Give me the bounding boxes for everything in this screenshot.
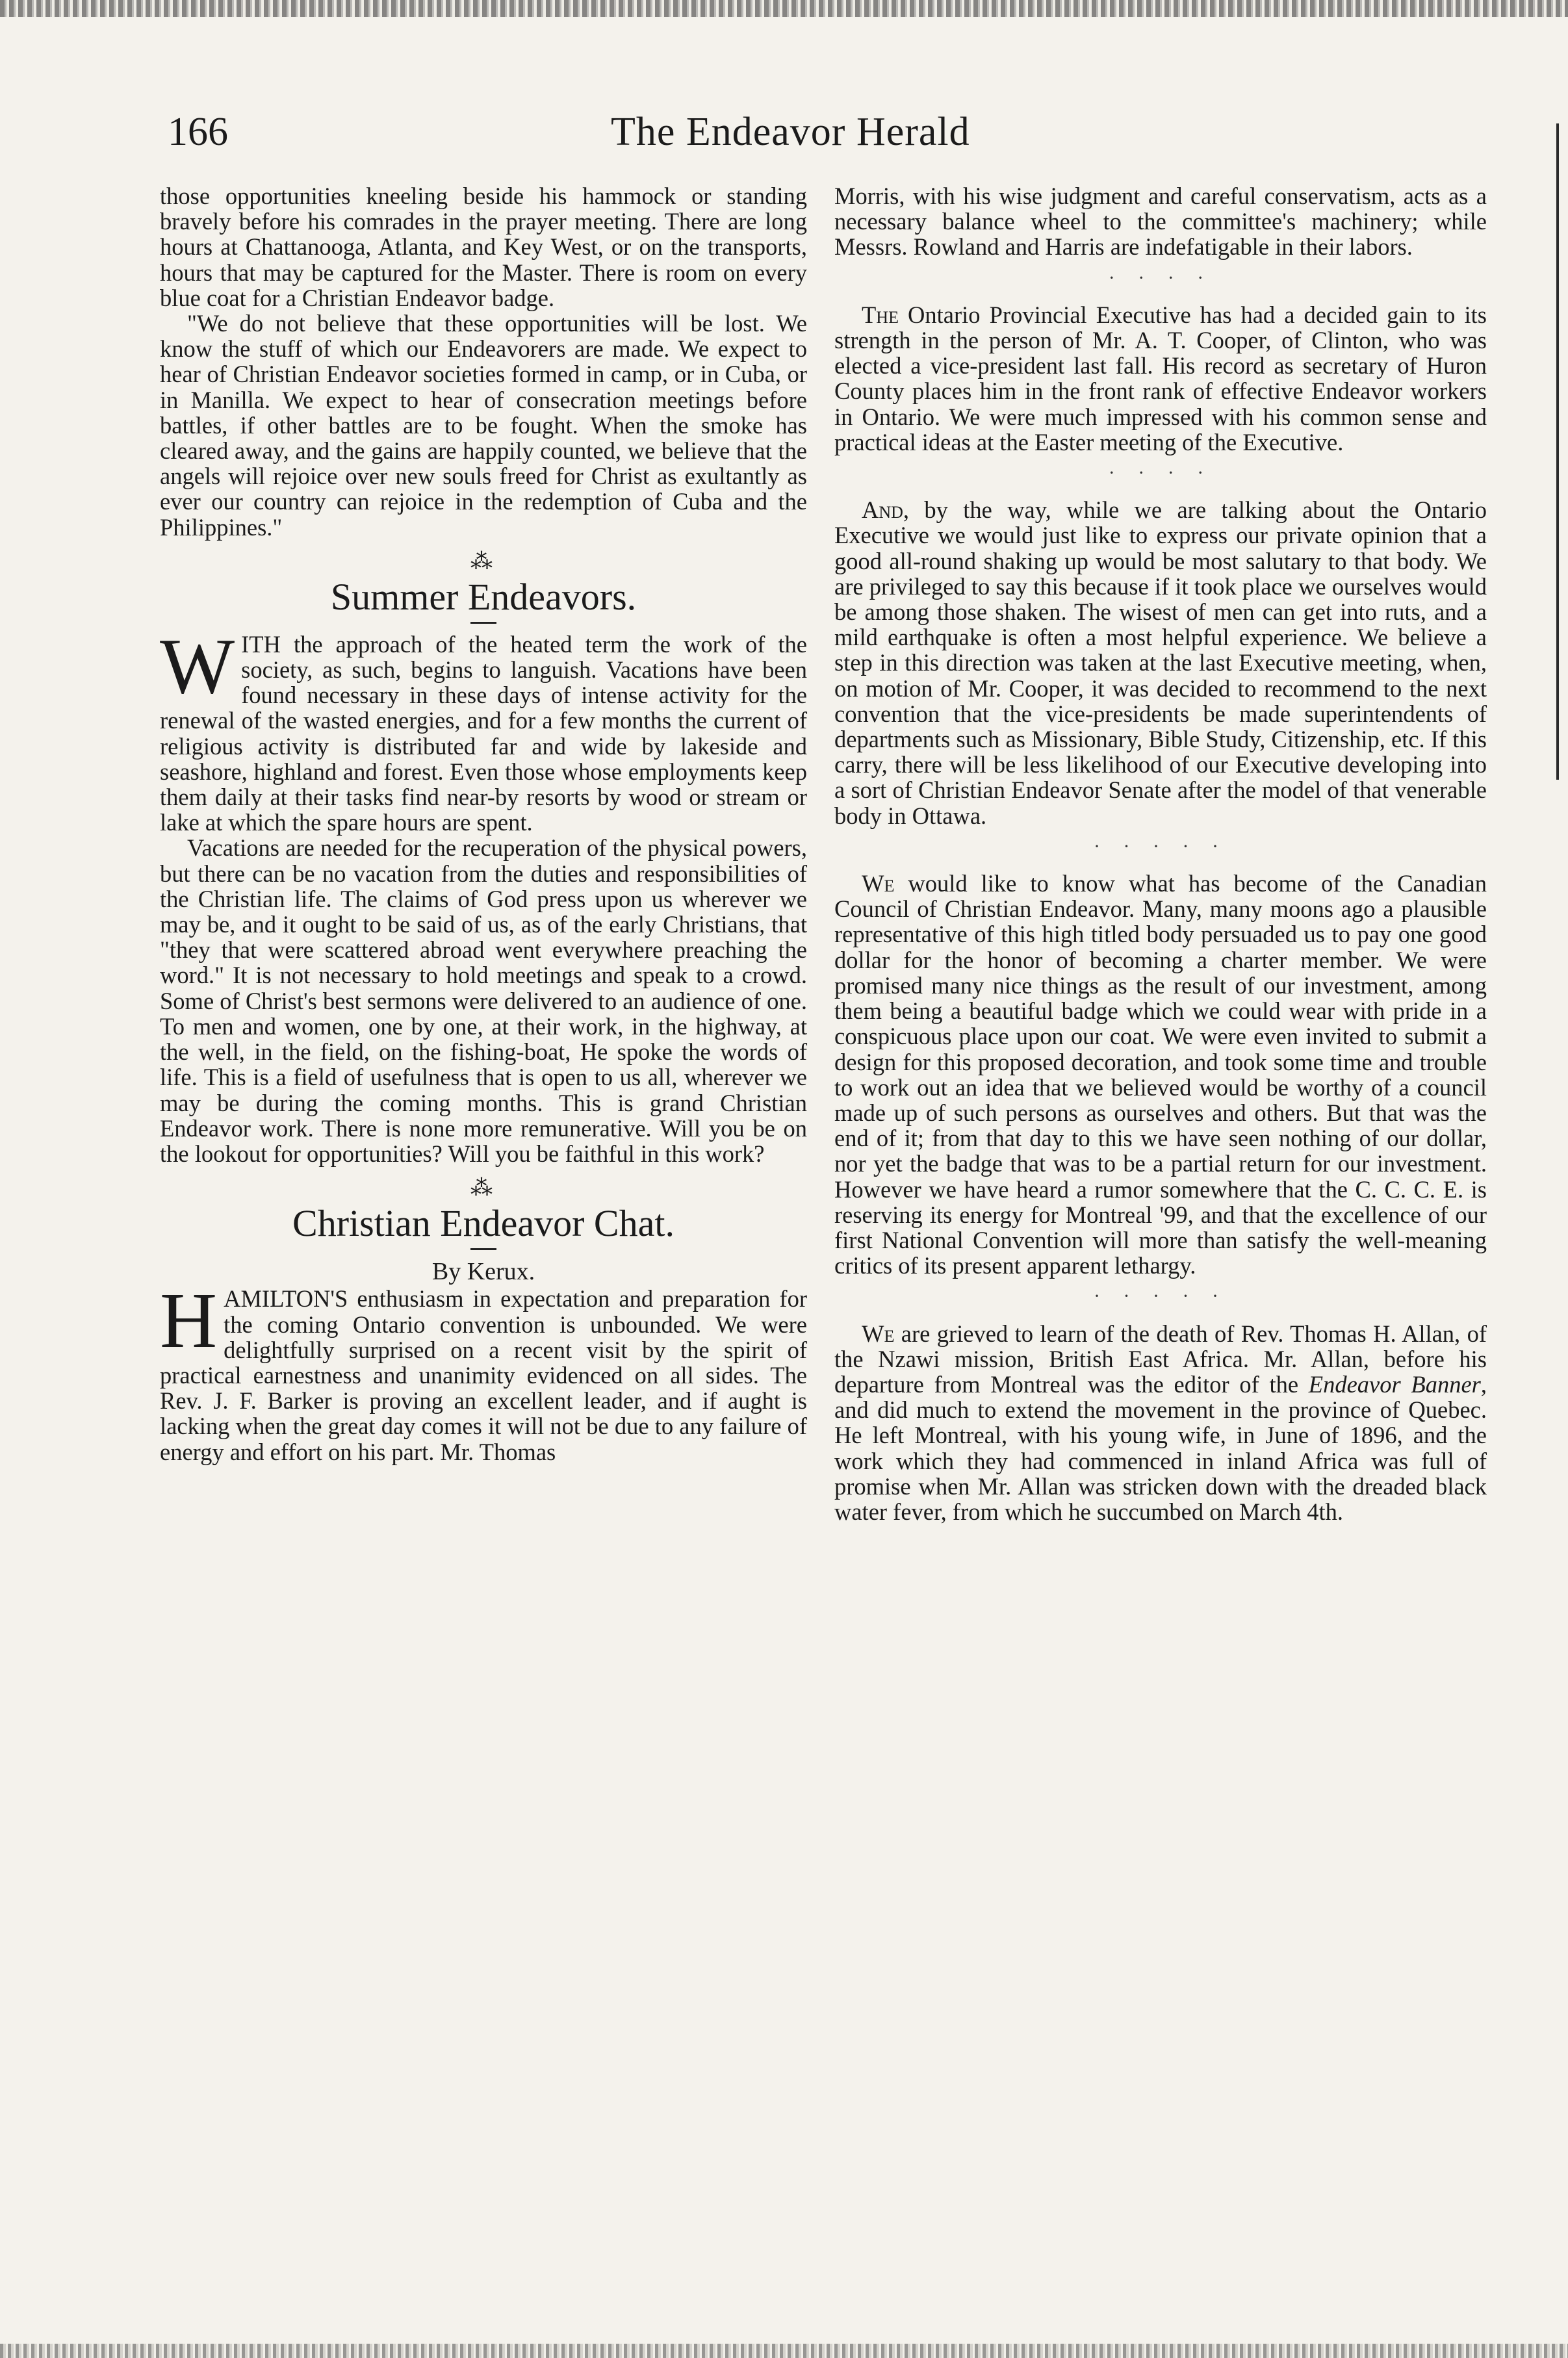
paragraph: those opportunities kneeling beside his hammock or standing bravely before his comrades in the prayer meeting. There are long hours at Chattanooga, Atlanta, and Key West, or on the transports, hours that may be captured for the Master. There is room on every blue coat for a Christian Endeavor badge.: [160, 183, 807, 311]
paragraph: Morris, with his wise judgment and careful conservatism, acts as a necessary balance wheel to the committee's machinery; while Messrs. Rowland and Harris are indefatigable in their labors.: [834, 183, 1487, 261]
paragraph: HAMILTON'S enthusiasm in expectation and preparation for the coming Ontario convention is unbounded. We were delightfully surprised on a recent visit by the spirit of practical earnestness and unanimity evidenced on all sides. The Rev. J. F. Barker is proving an excellent leader, and if aught is lacking when the great day comes it will not be due to any failure of energy and effort on his part. Mr. Thomas: [160, 1277, 807, 1465]
drop-cap: W: [160, 622, 235, 710]
paragraph: "We do not believe that these opportunities will be lost. We know the stuff of which our Endeavorers are made. We expect to hear of Christian Endeavor societies formed in camp, or in Cuba, or in Manilla. We expect to hear of consecration meetings before battles, if other battles are to be fought. When the smoke has cleared away, and the gains are happily counted, we believe that the angels will rejoice over new souls freed for Christ as exultantly as ever our country can rejoice in the redemption of Cuba and the Philippines.": [160, 310, 807, 541]
byline: By Kerux.: [431, 1258, 535, 1286]
heading-rule: [470, 1248, 496, 1250]
paragraph: And, by the way, while we are talking about the Ontario Executive we would just like to express our private opinion that a good all-round shaking up would be most salutary to that body. We are privileged to say this because if it took place we ourselves would be among those shaken. The wisest of men can get into ruts, and a mild earthquake is often a most helpful experience. We believe a step in this direction was taken at the last Executive meeting, when, on motion of Mr. Cooper, it was decided to recommend to the next convention that the vice-presidents be made superintendents of departments such as Missionary, Bible Study, Citizenship, etc. If this carry, there will be less likelihood of our Executive developing into a sort of Christian Endeavor Senate after the model of that venerable body in Ottawa.: [834, 496, 1487, 829]
heading-rule: [470, 622, 496, 624]
paragraph: We are grieved to learn of the death of Rev. Thomas H. Allan, of the Nzawi mission, British East Africa. Mr. Allan, before his departure from Montreal was the editor of the Endeavor Banner, and did much to extend the movement in the province of Quebec. He left Montreal, with his young wife, in June of 1896, and the work which they had commenced in inland Africa was full of promise when Mr. Allan was stricken down with the dreaded black water fever, from which he succumbed on March 4th.: [834, 1320, 1487, 1525]
section-heading-summer-endeavors: Summer Endeavors.: [330, 575, 637, 618]
paragraph: Vacations are needed for the recuperation of the physical powers, but there can be no vacation from the duties and responsibilities of the Christian life. The claims of God press upon us wherever we may be, and it ought to be said of us, as of the early Christians, that "they that were scattered abroad went everywhere preaching the word." It is not necessary to hold meetings and speak to a crowd. Some of Christ's best sermons were delivered to an audience of one. To men and women, one by one, at their work, in the highway, at the well, in the field, on the fishing-boat, He spoke the words of life. This is a field of usefulness that is open to us all, wherever we may be during the coming months. This is grand Christian Endeavor work. There is none more remunerative. Will you be on the lookout for opportunities? Will you be faithful in this work?: [160, 834, 807, 1167]
section-separator: · · · · ·: [1094, 835, 1227, 857]
paragraph: The Ontario Provincial Executive has had a decided gain to its strength in the person of Mr. A. T. Cooper, of Clinton, who was elected a vice-president last fall. His record as secretary of Huron County places him in the front rank of effective Endeavor workers in Ontario. We were much impressed with his common sense and practical ideas at the Easter meeting of the Executive.: [834, 301, 1487, 455]
scan-edge-bottom: [0, 2344, 1568, 2358]
left-column: [160, 183, 807, 1465]
page-number: 166: [168, 110, 228, 154]
publication-title: Endeavor Banner: [1308, 1370, 1481, 1398]
section-separator: · · · ·: [1108, 266, 1213, 288]
paragraph: We would like to know what has become of the Canadian Council of Christian Endeavor. Many, many moons ago a plausible representative of this high titled body persuaded us to pay one good dollar for the honor of becoming a charter member. We were promised many nice things as the result of our investment, among them being a beautiful badge which we could wear with pride in a conspicuous place upon our coat. We were even invited to submit a design for this proposed decoration, and took some time and trouble to work out an idea that we believed would be worthy of a council made up of such persons as ourselves and others. But that was the end of it; from that day to this we have seen nothing of our dollar, nor yet the badge that was to be a partial return for our investment. However we have heard a rumor somewhere that the C. C. C. E. is reserving its energy for Montreal '99, and that the excellence of our first National Convention will more than satisfy the well-meaning critics of its present apparent lethargy.: [834, 870, 1487, 1279]
running-title: The Endeavor Herald: [611, 110, 970, 154]
paragraph: WITH the approach of the heated term the work of the society, as such, begins to languish. Vacations have been found necessary in these days of intense activity for the renewal of the wasted energies, and for a few months the current of religious activity is distributed far and wide by lakeside and seashore, highland and forest. Even those whose employments keep them daily at their tasks find near-by resorts by wood or stream or lake at which the spare hours are spent.: [160, 622, 807, 836]
scan-edge-top: [0, 0, 1568, 17]
margin-rule: [1556, 123, 1559, 780]
ornament: ⁂: [470, 549, 496, 574]
right-column: [834, 183, 1487, 1524]
section-heading-christian-endeavor-chat: Christian Endeavor Chat.: [292, 1202, 675, 1245]
section-separator: · · · ·: [1108, 462, 1213, 484]
ornament: ⁂: [470, 1176, 496, 1201]
section-separator: · · · · ·: [1094, 1285, 1227, 1307]
drop-cap: H: [160, 1277, 218, 1365]
